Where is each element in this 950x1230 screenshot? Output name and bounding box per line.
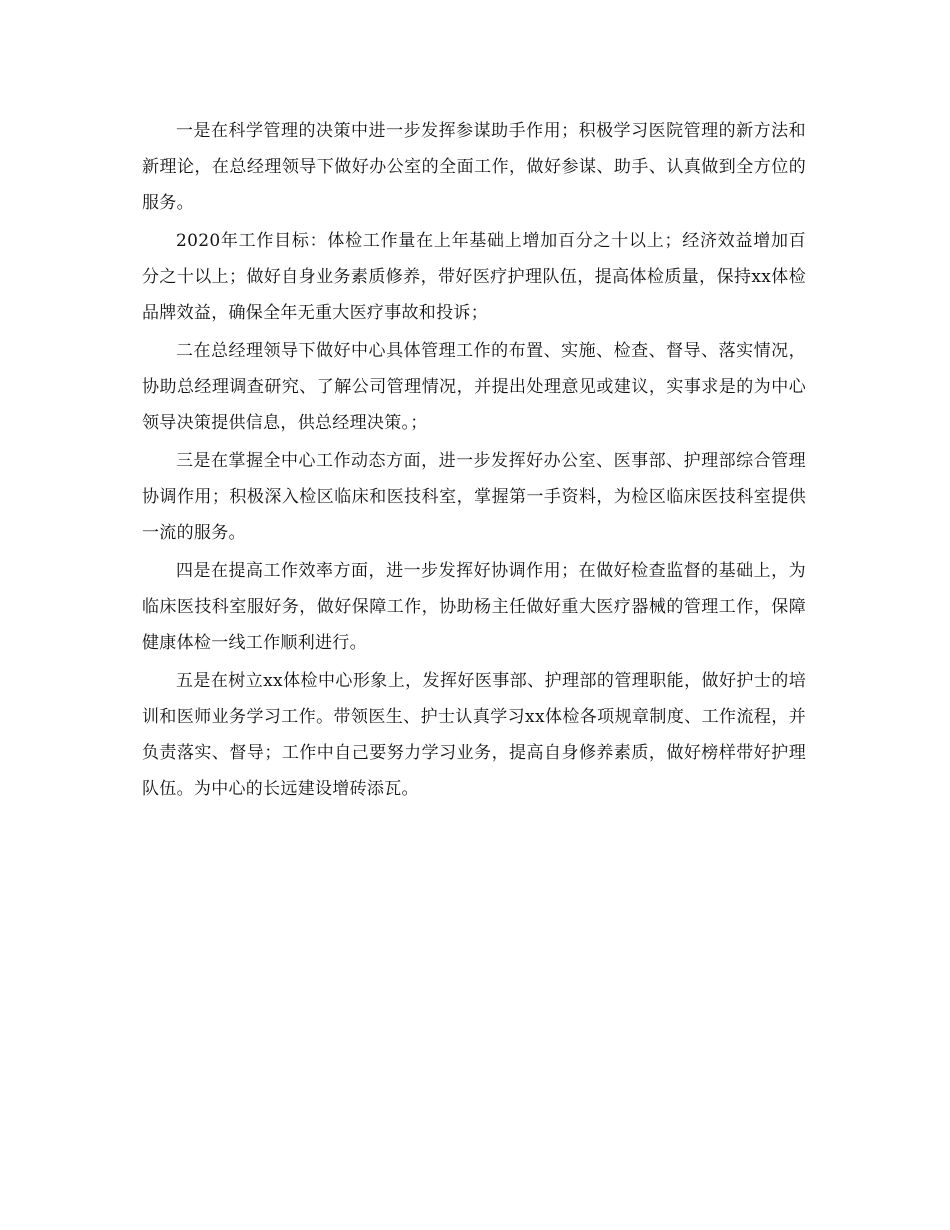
paragraph-4: 三是在掌握全中心工作动态方面，进一步发挥好办公室、医事部、护理部综合管理协调作用；积极深入检区临床和医技科室，掌握第一手资料，为检区临床医技科室提供一流的服务。 bbox=[142, 451, 806, 543]
paragraph-3: 二在总经理领导下做好中心具体管理工作的布置、实施、检查、督导、落实情况，协助总经理调查研究、了解公司管理情况，并提出处理意见或建议，实事求是的为中心领导决策提供信息，供总经理决策。； bbox=[142, 341, 806, 433]
paragraph-2: 2020年工作目标：体检工作量在上年基础上增加百分之十以上；经济效益增加百分之十以上；做好自身业务素质修养，带好医疗护理队伍，提高体检质量，保持xx体检品牌效益，确保全年无重大医疗事故和投诉； bbox=[142, 231, 806, 323]
paragraph-1: 一是在科学管理的决策中进一步发挥参谋助手作用；积极学习医院管理的新方法和新理论，在总经理领导下做好办公室的全面工作，做好参谋、助手、认真做到全方位的服务。 bbox=[142, 121, 806, 213]
paragraph-6: 五是在树立xx体检中心形象上，发挥好医事部、护理部的管理职能，做好护士的培训和医师业务学习工作。带领医生、护士认真学习xx体检各项规章制度、工作流程，并负责落实、督导；工作中自己要努力学习业务，提高自身修养素质，做好榜样带好护理队伍。为中心的长远建设增砖添瓦。 bbox=[142, 671, 806, 799]
document-body bbox=[142, 113, 806, 809]
paragraph-5: 四是在提高工作效率方面，进一步发挥好协调作用；在做好检查监督的基础上，为临床医技科室服好务，做好保障工作，协助杨主任做好重大医疗器械的管理工作，保障健康体检一线工作顺利进行。 bbox=[142, 561, 806, 653]
